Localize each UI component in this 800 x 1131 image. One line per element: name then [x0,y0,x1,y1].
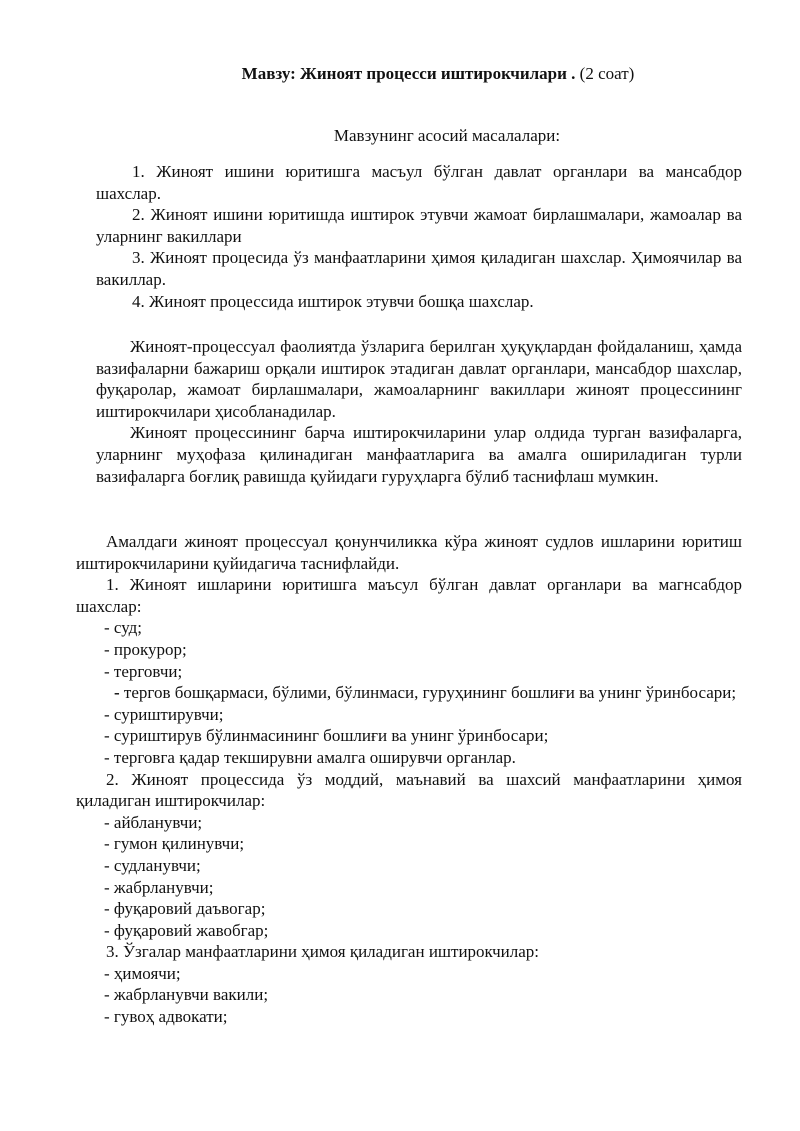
list-item: - гувоҳ адвокати; [104,1007,228,1027]
group-heading: 2. Жиноят процессида ўз моддий, маънавий ва шахсий манфаатларини ҳимоя қиладиган иштирокчилар: [76,769,742,811]
list-item: - суд; [104,618,143,638]
list-item: - прокурор; [104,639,187,659]
list-item [76,682,742,704]
question-item: 3. Жиноят процесида ўз манфаатларини ҳимоя қиладиган шахслар. Ҳимоячилар ва вакиллар. [96,248,742,289]
title-main: Мавзу: Жиноят процесси иштирокчилари . [241,64,576,83]
list-item: - терговга қадар текширувни амалга оширувчи органлар. [104,747,516,767]
classification-section [76,531,742,1028]
page-title [0,63,800,85]
intro-paragraphs [96,336,742,487]
list-item: - айбланувчи; [104,812,203,832]
list-item-text: тергов бошқармаси, бўлими, бўлинмаси, гуруҳининг бошлиғи ва унинг ўринбосари; [119,683,737,703]
list-item: - судланувчи; [104,855,201,875]
page-subtitle: Мавзунинг асосий масалалари: [333,126,561,145]
paragraph: Жиноят процессининг барча иштирокчиларини улар олдида турган вазифаларга, уларнинг муҳофаза қилинадиган манфаатларига ва амалга ошириладиган турли вазифаларга боғлиқ равишда қуйидаги гуруҳларга бўлиб таснифлаш мумкин. [96,423,742,486]
list-item: - суриштирув бўлинмасининг бошлиғи ва унинг ўринбосари; [104,726,549,746]
paragraph: Жиноят-процессуал фаолиятда ўзларига берилган ҳуқуқлардан фойдаланиш, ҳамда вазифаларни бажариш орқали иштирок этадиган давлат органлари, мансабдор шахслар, фуқаролар, жамоат бирлашмалари, жамоаларнинг вакиллари жиноят процессининг иштирокчилари ҳисобланадилар. [96,337,742,421]
questions-list [96,161,742,312]
list-item: - фуқаровий даъвогар; [104,899,266,919]
list-item: - ҳимоячи; [104,963,181,983]
group-heading: 1. Жиноят ишларини юритишга маъсул бўлган давлат органлари ва магнсабдор шахслар: [76,575,742,616]
list-item: - фуқаровий жавобгар; [104,920,269,940]
question-item: 1. Жиноят ишини юритишга масъул бўлган давлат органлари ва мансабдор шахслар. [96,162,742,203]
list-item: - гумон қилинувчи; [104,834,245,854]
question-item: 4. Жиноят процессида иштирок этувчи бошқа шахслар. [132,291,534,311]
question-item: 2. Жиноят ишини юритишда иштирок этувчи жамоат бирлашмалари, жамоалар ва уларнинг вакиллари [96,205,742,246]
group-heading: 3. Ўзгалар манфаатларини ҳимоя қиладиган иштирокчилар: [106,942,540,962]
list-dash: - [114,683,120,703]
list-item: - жабрланувчи вакили; [104,985,269,1005]
list-item: - суриштирувчи; [104,704,224,724]
paragraph: Амалдаги жиноят процессуал қонунчиликка кўра жиноят судлов ишларини юритиш иштирокчиларини қуйидагича таснифлайди. [76,532,742,573]
list-item: - жабрланувчи; [104,877,214,897]
list-item: - терговчи; [104,661,183,681]
title-hours: (2 соат) [575,64,635,83]
